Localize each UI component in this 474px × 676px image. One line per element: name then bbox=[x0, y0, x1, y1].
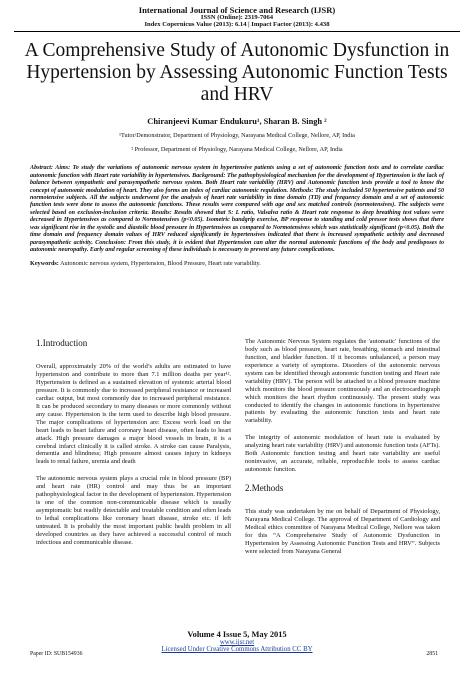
author-line: Chiranjeevi Kumar Endukuru¹, Sharan B. Singh ² bbox=[147, 117, 327, 127]
methods-paragraph: This study was undertaken by me on behalf of Department of Physiology, Narayana Medical College. The approval of Department of Cardiology and Medical ethics committee of Narayana Medical College, Nellore was taken for this “A Comprehensive Study of Autonomic Dysfunction in Hypertension by Assessing Autonomic Function Tests and HRV”. Subjects were selected from Narayana General bbox=[245, 508, 440, 555]
intro-paragraph-2: The autonomic nervous system plays a crucial role in blood pressure (BP) and heart rate (HR) control and may thus be an important pathophysiological factor in the development of hypertension. Hypertension is one of the common non-communicable disease which is usually asymptomatic but readily detectable and treatable condition and often leads to lethal complications like coronary heart disease, stroke etc. if left untreated. It is probably the most important public health problem in all developed countries as they have achieved a successful control of much infectious and communicable disease. bbox=[36, 475, 231, 546]
left-column bbox=[36, 338, 231, 565]
body-columns bbox=[36, 338, 440, 565]
journal-url-link[interactable]: www.ijsr.net bbox=[219, 639, 255, 646]
intro-paragraph-3: The Autonomic Nervous System regulates the 'automatic' functions of the body such as blood pressure, heart rate, breathing, stomach and intestinal function, and bladder function. If it becomes unbalanced, a person may experience a variety of symptoms. Disorders of the autonomic nervous system can be identified through autonomic function testing and Heart rate variability (HRV). The person will be attached to a blood pressure machine which monitors the blood pressure continuously and an electrocardiograph which monitors the heart rhythm continuously. The present study was conducted to identify the changes in autonomic functions in hypertensive patients by evaluating the autonomic function tests and heart rate variability. bbox=[245, 338, 440, 425]
keywords bbox=[30, 260, 444, 267]
journal-index: Index Copernicus Value (2013): 6.14 | Impact Factor (2013): 4.438 bbox=[144, 20, 330, 28]
journal-issn: ISSN (Online): 2319-7064 bbox=[200, 14, 274, 22]
abstract: Abstract: Aims: To study the variations of autonomic nervous system in hypertensive patients using a set of autonomic function tests and to correlate cardiac autonomic function with Heart rate variability in hypertensives. Background: The pathophysiological mechanism for the development of Hypertension is the lack of balance between sympathetic and parasympathetic nervous system. Both Heart rate variability (HRV) and Autonomic function tests provide a tool to know the concept of autonomic modulation of heart. They also forms an index of cardiac autonomic regulation. Methods: The study included 50 hypertensive patients and 50 normotensive subjects. All the subjects underwent for the analysis of heart rate variability in time domain (TD) and frequency domain and a set of autonomic function tests were done to assess the autonomic functions. These results were compared with age and sex matched controls (normotensives). The subjects were selected based on exclusion-inclusion criteria. Results: Results showed that S: L ratio, Valsalva ratio & Heart rate response to deep breathing test values were decreased in Hypertensives as compared to Normotensives (p<0.05). Isometric handgrip exercise, BP response to standing and cold pressor tests shows that there was significant rise in the systolic and diastolic blood pressure in Hypertensives as compared to Normotensives which was statistically significant (p<0.05). Both the time domain and frequency domain values of HRV reduced significantly in hypertensives indicated that there is increased sympathetic activity and decreased parasympathetic activity. Conclusion: From this study, it is evident that Hypertension can alter the normal autonomic functions of the body and predisposes to autonomic neuropathy. Early and regular screening of these individuals is necessary to prevent any future complications. bbox=[30, 165, 444, 253]
keywords-label: Keywords: bbox=[30, 260, 59, 268]
journal-name: International Journal of Science and Research (IJSR) bbox=[138, 5, 336, 15]
paper-id: Paper ID: SUB154936 bbox=[30, 651, 83, 657]
intro-paragraph-4: The integrity of autonomic modulation of heart rate is evaluated by analyzing heart rate variability (HRV) and autonomic function tests (AFTs). Both Autonomic function testing and heart rate variability are useful noninvasive, an accurate, reliable, reproducible tools to assess cardiac autonomic function. bbox=[245, 434, 440, 474]
license-link[interactable]: Licensed Under Creative Commons Attribution CC BY bbox=[161, 646, 313, 653]
page-footer bbox=[0, 630, 474, 657]
header-rule bbox=[14, 31, 460, 32]
page-number: 2851 bbox=[426, 651, 438, 657]
affiliation-1: ¹Tutor/Demonstrator, Department of Physiology, Narayana Medical College, Nellore, AP, India bbox=[119, 132, 355, 140]
intro-heading: 1.Introduction bbox=[36, 338, 88, 348]
volume-issue: Volume 4 Issue 5, May 2015 bbox=[187, 630, 287, 639]
affiliation-2: ² Professor, Department of Physiology, Narayana Medical College, Nellore, AP, India bbox=[131, 146, 343, 154]
journal-header bbox=[0, 6, 474, 29]
keywords-text: Autonomic nervous system, Hypertension, Blood Pressure, Heart rate variability. bbox=[60, 260, 261, 268]
intro-paragraph-1: Overall, approximately 20% of the world’s adults are estimated to have hypertension and contribute to more than 7.1 million deaths per year¹². Hypertension is defined as a sustained elevation of systemic arterial blood pressure. It is commonly due to increased peripheral resistance or increased cardiac output, but most commonly due to increased peripheral resistance. It can be produced secondary to many diseases or more commonly without any cause. Hypertension is the term used to describe high blood pressure. The major complications of hypertension are: Excess work load on the heart leads to heart failure and coronary heart disease, often leads to heart attack. High pressure damages a major blood vessels in brain, it is a cerebral infarct clinically it is called stroke. A stroke can cause Paralysis, dementia and blindness; High pressure almost causes injury in kidneys leads to renal failure, uremia and death bbox=[36, 363, 231, 466]
paper-title: A Comprehensive Study of Autonomic Dysfunction in Hypertension by Assessing Autonomic Function Tests and HRV bbox=[24, 39, 450, 105]
methods-heading: 2.Methods bbox=[245, 483, 284, 493]
right-column bbox=[245, 338, 440, 565]
